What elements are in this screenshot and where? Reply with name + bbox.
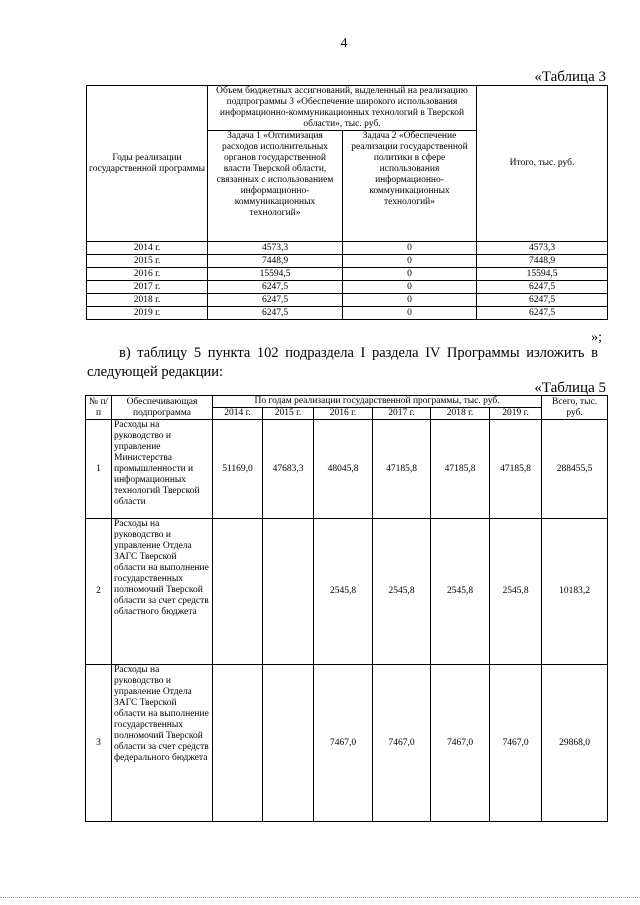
- table3-header-years: Годы реализации государственной программы: [87, 86, 208, 242]
- table5-value: 2545,8: [490, 519, 542, 665]
- table3-task2-value: 0: [343, 294, 477, 307]
- table5-total: 10183,2: [542, 519, 608, 665]
- table3-task1-value: 6247,5: [208, 307, 343, 320]
- table5-value: 7467,0: [490, 665, 542, 822]
- table5-row: [86, 519, 608, 665]
- table3-year: 2015 г.: [87, 255, 208, 268]
- table5-header-year: 2015 г.: [263, 408, 314, 420]
- table5-row: [86, 665, 608, 822]
- table5-caption: «Таблица 5: [534, 380, 606, 396]
- table3-task2-value: 0: [343, 255, 477, 268]
- table5-value: 2545,8: [431, 519, 490, 665]
- table3: [86, 85, 608, 320]
- table5-header-year: 2019 г.: [490, 408, 542, 420]
- amendment-paragraph: в) таблицу 5 пункта 102 подраздела I раздела IV Программы изложить в следующей редакции:: [87, 345, 598, 380]
- table3-task2-value: 0: [343, 268, 477, 281]
- table3-task1-value: 4573,3: [208, 242, 343, 255]
- table5-value: 48045,8: [314, 420, 373, 519]
- table3-header-task2: Задача 2 «Обеспечение реализации государственной политики в сфере использования информационно-коммуникационных технологий»: [343, 131, 477, 242]
- table5-value: 7467,0: [431, 665, 490, 822]
- table5-subprogram-name: Расходы на руководство и управление Отдела ЗАГС Тверской области на выполнение государственных полномочий Тверской области за счет средств областного бюджета: [112, 519, 213, 665]
- table3-total-value: 4573,3: [477, 242, 608, 255]
- table5-value: 47185,8: [431, 420, 490, 519]
- table3-task1-value: 6247,5: [208, 294, 343, 307]
- table3-total-value: 6247,5: [477, 281, 608, 294]
- table5-header-year: 2017 г.: [373, 408, 431, 420]
- table3-task2-value: 0: [343, 242, 477, 255]
- table3-row: [87, 294, 608, 307]
- table3-header-task1: Задача 1 «Оптимизация расходов исполнительных органов государственной власти Тверской области, связанных с использованием информационно-коммуникационных технологий»: [208, 131, 343, 242]
- table3-year: 2019 г.: [87, 307, 208, 320]
- table3-row: [87, 255, 608, 268]
- table5-header-subprogram: Обеспечивающая подпрограмма: [112, 396, 213, 420]
- table5-total: 288455,5: [542, 420, 608, 519]
- table3-closing-quote: »;: [591, 330, 602, 345]
- table3-row: [87, 268, 608, 281]
- table5-total: 29868,0: [542, 665, 608, 822]
- table3-task1-value: 7448,9: [208, 255, 343, 268]
- table3-year: 2018 г.: [87, 294, 208, 307]
- table3-row: [87, 242, 608, 255]
- table5-value: 51169,0: [213, 420, 263, 519]
- scan-artifact-line: [0, 897, 640, 900]
- table5-num: 1: [86, 420, 112, 519]
- table3-row: [87, 281, 608, 294]
- page-number: 4: [340, 36, 348, 51]
- table3-caption: «Таблица 3: [534, 69, 606, 85]
- table3-row: [87, 307, 608, 320]
- table5-value: 7467,0: [373, 665, 431, 822]
- table5-subprogram-name: Расходы на руководство и управление Отдела ЗАГС Тверской области на выполнение государственных полномочий Тверской области за счет средств федерального бюджета: [112, 665, 213, 822]
- table3-task1-value: 6247,5: [208, 281, 343, 294]
- table5-value: 47185,8: [373, 420, 431, 519]
- table3-task1-value: 15594,5: [208, 268, 343, 281]
- table5-header-total: Всего, тыс. руб.: [542, 396, 608, 420]
- table3-year: 2016 г.: [87, 268, 208, 281]
- table5-num: 3: [86, 665, 112, 822]
- table5: [85, 395, 608, 822]
- table3-header-group: Объем бюджетных ассигнований, выделенный на реализацию подпрограммы 3 «Обеспечение широкого использования информационно-коммуникационных технологий в Тверской области», тыс. руб.: [208, 86, 477, 131]
- table5-value: [213, 519, 263, 665]
- table5-header-year: 2018 г.: [431, 408, 490, 420]
- table5-row: [86, 420, 608, 519]
- table5-value: [263, 519, 314, 665]
- table5-value: 2545,8: [314, 519, 373, 665]
- table5-value: [213, 665, 263, 822]
- table5-value: [263, 665, 314, 822]
- table3-header-total: Итого, тыс. руб.: [477, 86, 608, 242]
- table5-value: 7467,0: [314, 665, 373, 822]
- table3-total-value: 6247,5: [477, 307, 608, 320]
- table5-value: 2545,8: [373, 519, 431, 665]
- table5-num: 2: [86, 519, 112, 665]
- table5-header-group: По годам реализации государственной программы, тыс. руб.: [213, 396, 542, 408]
- table3-total-value: 6247,5: [477, 294, 608, 307]
- table5-header-year: 2014 г.: [213, 408, 263, 420]
- table3-total-value: 15594,5: [477, 268, 608, 281]
- table3-task2-value: 0: [343, 281, 477, 294]
- table3-task2-value: 0: [343, 307, 477, 320]
- table5-value: 47683,3: [263, 420, 314, 519]
- table5-value: 47185,8: [490, 420, 542, 519]
- table5-subprogram-name: Расходы на руководство и управление Министерства промышленности и информационных технологий Тверской области: [112, 420, 213, 519]
- table3-year: 2017 г.: [87, 281, 208, 294]
- table5-header-year: 2016 г.: [314, 408, 373, 420]
- table3-total-value: 7448,9: [477, 255, 608, 268]
- table5-header-num: № п/п: [86, 396, 112, 420]
- table3-year: 2014 г.: [87, 242, 208, 255]
